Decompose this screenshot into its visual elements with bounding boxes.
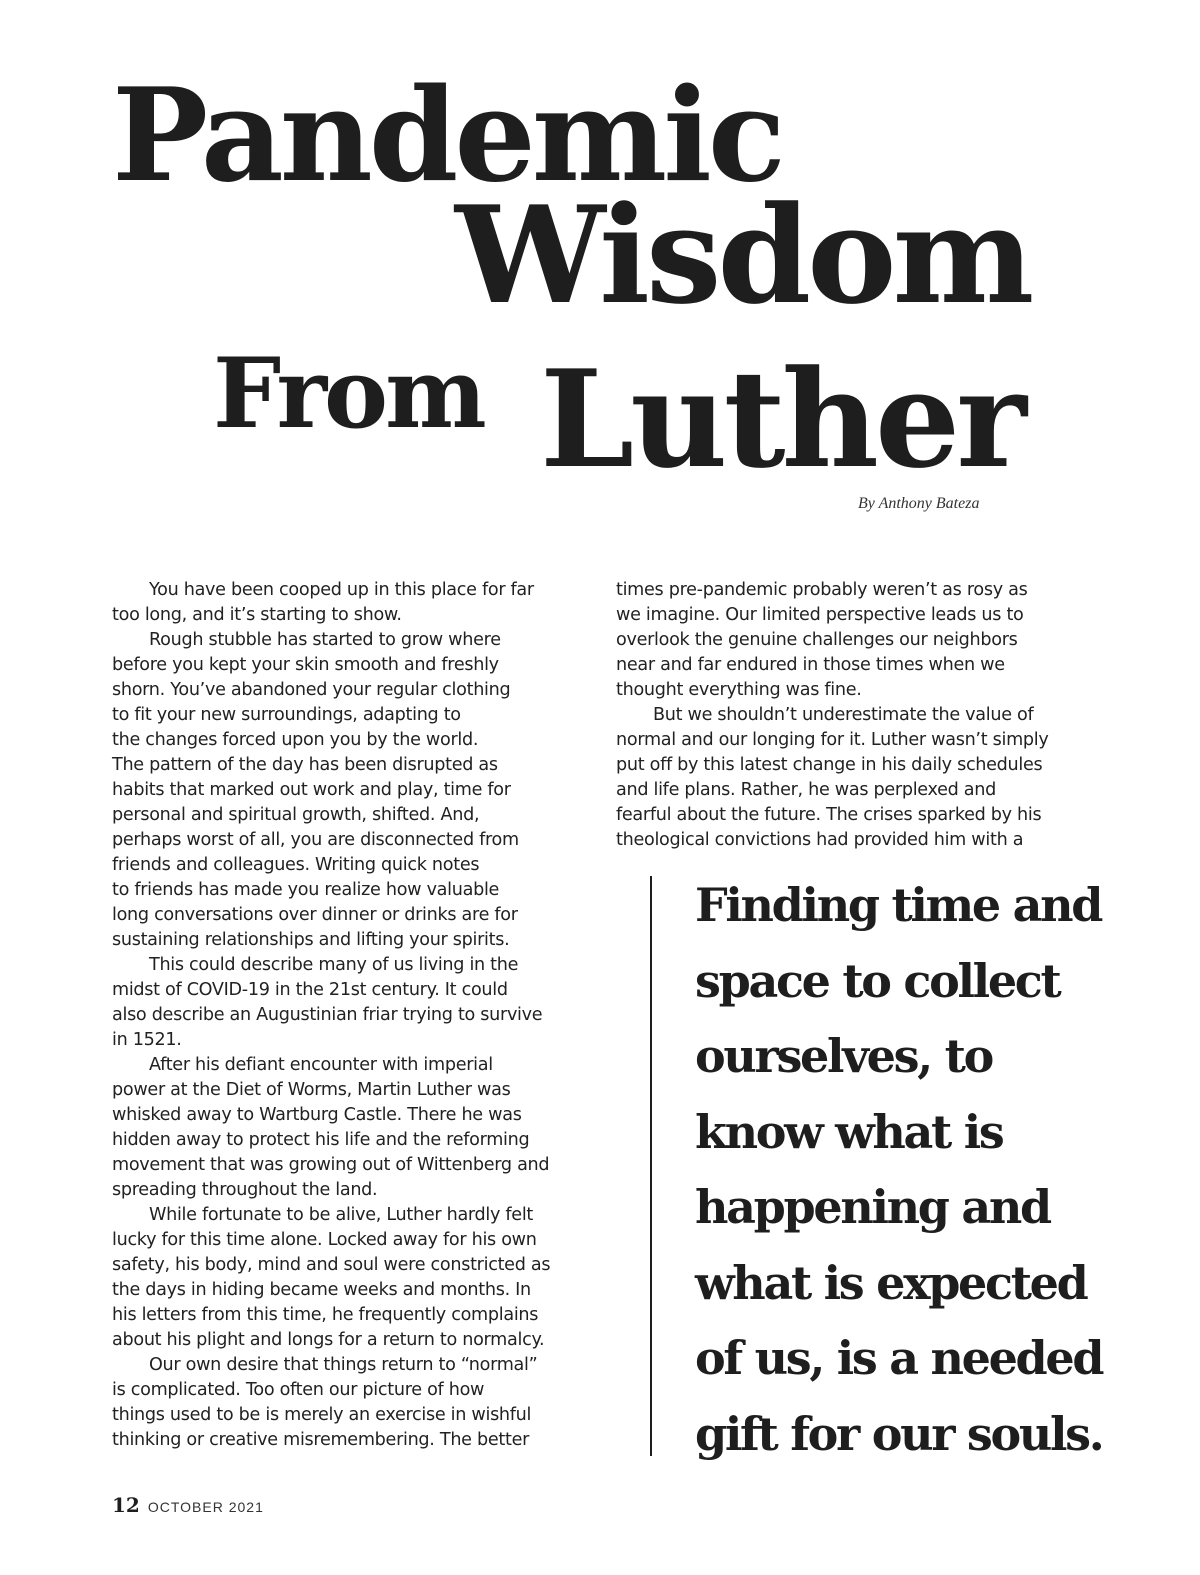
body-text-line: things used to be is merely an exercise in wishful bbox=[112, 1405, 532, 1425]
body-column-right bbox=[616, 578, 1096, 853]
page-footer bbox=[112, 1495, 264, 1516]
title-pandemic: Pandemic bbox=[112, 61, 782, 211]
body-text-line: times pre-pandemic probably weren’t as rosy as bbox=[616, 580, 1028, 600]
body-text-line: to fit your new surroundings, adapting to bbox=[112, 705, 461, 725]
pull-quote-line: gift for our souls. bbox=[695, 1406, 1103, 1461]
body-text-line: After his defiant encounter with imperial bbox=[149, 1055, 493, 1075]
body-text-line: power at the Diet of Worms, Martin Luther was bbox=[112, 1080, 511, 1100]
body-text-line: before you kept your skin smooth and freshly bbox=[112, 655, 499, 675]
pull-quote-line: of us, is a needed bbox=[695, 1331, 1103, 1385]
byline: By Anthony Bateza bbox=[858, 495, 980, 512]
pull-quote-line: ourselves, to bbox=[695, 1029, 992, 1083]
body-text-line: safety, his body, mind and soul were constricted as bbox=[112, 1255, 551, 1275]
body-text-line: You have been cooped up in this place for far bbox=[149, 580, 534, 600]
body-text-line: is complicated. Too often our picture of how bbox=[112, 1380, 485, 1400]
title-luther: Luther bbox=[540, 340, 1023, 498]
body-text-line: This could describe many of us living in the bbox=[149, 955, 519, 975]
body-text-line: Our own desire that things return to “normal” bbox=[149, 1355, 538, 1375]
pull-quote-line: what is expected bbox=[695, 1255, 1087, 1310]
body-text-line: whisked away to Wartburg Castle. There he was bbox=[112, 1105, 522, 1125]
body-text-line: overlook the genuine challenges our neighbors bbox=[616, 630, 1018, 650]
body-text-line: While fortunate to be alive, Luther hardly felt bbox=[149, 1205, 534, 1225]
body-text-line: shorn. You’ve abandoned your regular clothing bbox=[112, 680, 511, 700]
title-from: From bbox=[213, 337, 484, 450]
body-text-line: put off by this latest change in his daily schedules bbox=[616, 755, 1043, 775]
body-column-left bbox=[112, 578, 592, 1453]
body-text-line: thought everything was fine. bbox=[616, 680, 862, 700]
issue-date: OCTOBER 2021 bbox=[147, 1499, 264, 1515]
pull-quote-line: Finding time and bbox=[695, 878, 1102, 932]
body-text-line: habits that marked out work and play, time for bbox=[112, 780, 511, 800]
pull-quote-line: happening and bbox=[695, 1180, 1050, 1234]
body-text-line: sustaining relationships and lifting your spirits. bbox=[112, 930, 510, 950]
body-text-line: to friends has made you realize how valuable bbox=[112, 880, 500, 900]
body-text-line: about his plight and longs for a return to normalcy. bbox=[112, 1330, 545, 1350]
body-text-line: movement that was growing out of Wittenberg and bbox=[112, 1155, 550, 1175]
title-wisdom: Wisdom bbox=[455, 176, 1031, 334]
body-text-line: the changes forced upon you by the world. bbox=[112, 730, 479, 750]
body-text-line: we imagine. Our limited perspective leads us to bbox=[616, 605, 1024, 625]
body-text-line: the days in hiding became weeks and months. In bbox=[112, 1280, 531, 1300]
body-text-line: But we shouldn’t underestimate the value of bbox=[653, 705, 1034, 725]
body-text-line: normal and our longing for it. Luther wasn’t simply bbox=[616, 730, 1049, 750]
body-text-line: lucky for this time alone. Locked away for his own bbox=[112, 1230, 537, 1250]
body-text-line: in 1521. bbox=[112, 1030, 182, 1050]
pull-quote-line: know what is bbox=[695, 1104, 1003, 1159]
body-text-line: near and far endured in those times when we bbox=[616, 655, 1005, 675]
body-text-line: spreading throughout the land. bbox=[112, 1180, 378, 1200]
body-text-line: friends and colleagues. Writing quick notes bbox=[112, 855, 480, 875]
body-text-line: personal and spiritual growth, shifted. And, bbox=[112, 805, 480, 825]
body-text-line: and life plans. Rather, he was perplexed and bbox=[616, 780, 996, 800]
body-text-line: midst of COVID-19 in the 21st century. It could bbox=[112, 980, 508, 1000]
body-text-line: his letters from this time, he frequently complains bbox=[112, 1305, 539, 1325]
pull-quote-line: space to collect bbox=[695, 953, 1060, 1008]
body-text-line: theological convictions had provided him with a bbox=[616, 830, 1024, 850]
body-text-line: perhaps worst of all, you are disconnected from bbox=[112, 830, 519, 850]
body-text-line: too long, and it’s starting to show. bbox=[112, 605, 402, 625]
body-text-line: Rough stubble has started to grow where bbox=[149, 630, 501, 650]
pull-quote bbox=[695, 868, 1103, 1472]
page-number: 12 bbox=[112, 1493, 140, 1517]
body-text-line: also describe an Augustinian friar trying to survive bbox=[112, 1005, 543, 1025]
body-text-line: hidden away to protect his life and the reforming bbox=[112, 1130, 530, 1150]
body-text-line: long conversations over dinner or drinks are for bbox=[112, 905, 518, 925]
body-text-line: The pattern of the day has been disrupted as bbox=[112, 755, 498, 775]
body-text-line: fearful about the future. The crises sparked by his bbox=[616, 805, 1042, 825]
pull-quote-rule bbox=[650, 876, 652, 1456]
body-text-line: thinking or creative misremembering. The better bbox=[112, 1430, 530, 1450]
